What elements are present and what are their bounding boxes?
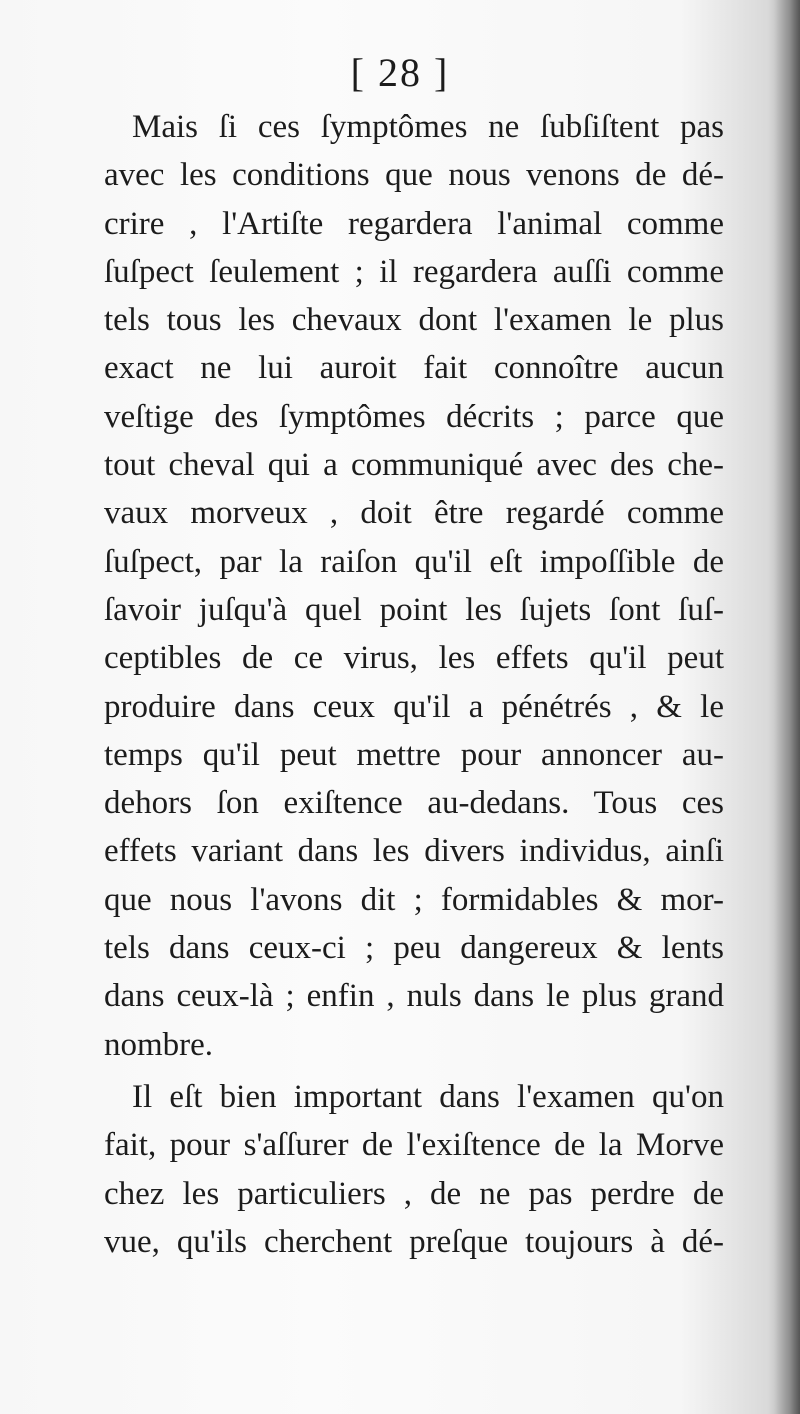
text-line: nombre. [104,1026,214,1063]
text-line: tels tous les chevaux dont l'examen le plus [104,302,724,339]
text-line: fait, pour s'aſſurer de l'exiſtence de la Morve [104,1127,724,1164]
text-line: ſuſpect, par la raiſon qu'il eſt impoſſible de [104,543,724,580]
text-line: dans ceux-là ; enfin , nuls dans le plus grand [104,978,724,1015]
text-line: produire dans ceux qu'il a pénétrés , & le [104,688,724,725]
text-line: vaux morveux , doit être regardé comme [104,495,724,532]
text-line: ſavoir juſqu'à quel point les ſujets ſont ſuſ- [104,591,724,628]
page-edge-shadow [774,0,800,1414]
text-line: ſuſpect ſeulement ; il regardera auſſi comme [104,253,724,290]
text-line: tels dans ceux-ci ; peu dangereux & lents [104,930,724,967]
page-number: [ 28 ] [350,50,450,95]
text-line: chez les particuliers , de ne pas perdre de [104,1175,724,1212]
text-line: effets variant dans les divers individus, ainſi [104,833,724,870]
text-line: ceptibles de ce virus, les effets qu'il peut [104,640,724,677]
text-line: exact ne lui auroit fait connoître aucun [104,350,724,387]
text-line: veſtige des ſymptômes décrits ; parce que [104,398,724,435]
text-line: dehors ſon exiſtence au-dedans. Tous ces [104,785,724,822]
text-line: Mais ſi ces ſymptômes ne ſubſiſtent pas [132,109,724,145]
text-line: vue, qu'ils cherchent preſque toujours à dé- [104,1223,724,1260]
text-line: que nous l'avons dit ; formidables & mor- [104,881,724,918]
text-line: avec les conditions que nous venons de dé- [104,157,724,194]
text-line: temps qu'il peut mettre pour annoncer au- [104,736,724,773]
text-line: tout cheval qui a communiqué avec des che- [104,447,724,484]
text-line: Il eſt bien important dans l'examen qu'on [132,1078,724,1115]
text-line: crire , l'Artiſte regardera l'animal comme [104,205,724,242]
body-text [104,103,724,1266]
